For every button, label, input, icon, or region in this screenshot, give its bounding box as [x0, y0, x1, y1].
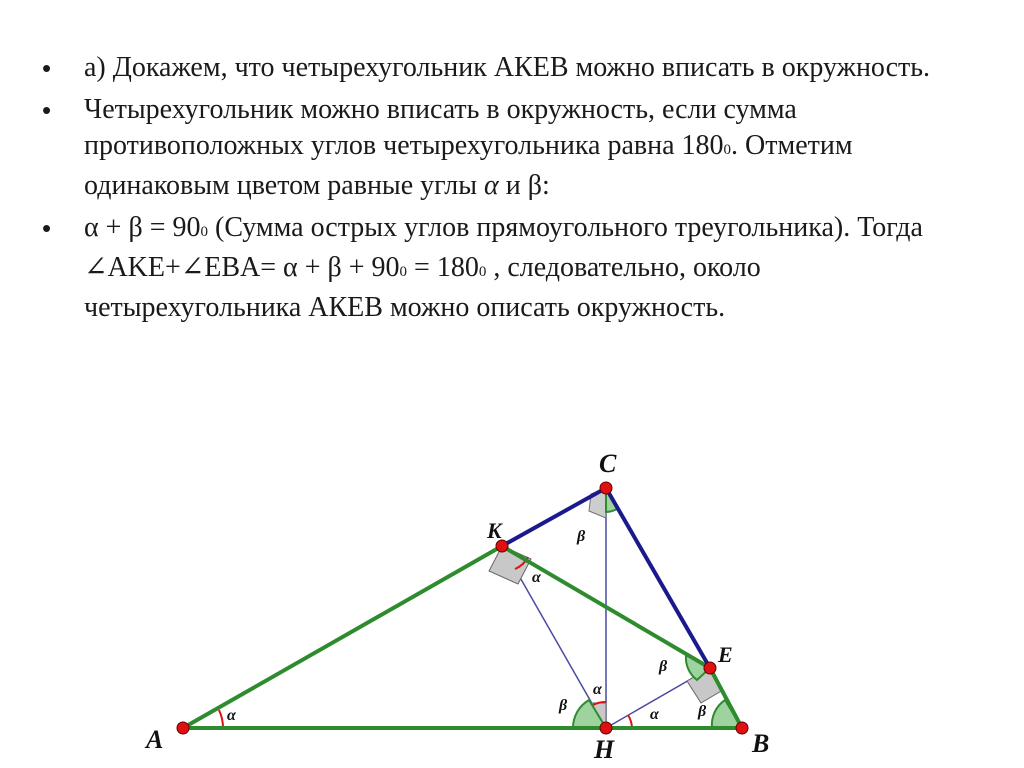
bullet-text: , следовательно, около четырехугольника АКЕВ можно описать окружность. [84, 252, 761, 323]
alpha-label-A: α [227, 707, 236, 724]
bullet-text: а) Докажем, что четырехугольник АКЕВ можно вписать в окружность. [84, 52, 931, 83]
alpha-label-H-right: α [650, 706, 659, 723]
geometry-figure [140, 440, 800, 762]
segment-KC [502, 488, 606, 546]
label-K: K [487, 518, 502, 543]
bullet-item-3 [38, 210, 968, 326]
label-B: B [752, 729, 770, 758]
segment-AK [183, 546, 502, 728]
point-B [736, 722, 748, 734]
bullet-text: = 180 [407, 252, 479, 283]
beta-label-H: β [559, 697, 568, 714]
point-E [704, 662, 716, 674]
point-C [600, 482, 612, 494]
bullet-marker: • [42, 53, 52, 83]
angle-alpha-A [219, 710, 223, 728]
label-A: A [146, 725, 164, 754]
bullet-item-2 [38, 92, 968, 204]
beta-label-E: β [659, 658, 668, 675]
bullet-marker: • [42, 95, 52, 125]
bullet-marker: • [42, 213, 52, 243]
degree-sup: 0 [478, 264, 487, 280]
point-H [600, 722, 612, 734]
bullet-text: α + β = 90 [84, 212, 201, 243]
beta-label-C: β [577, 528, 586, 545]
bullet-list [38, 50, 968, 332]
label-H: H [594, 735, 615, 762]
degree-sup: 0 [723, 142, 732, 158]
bullet-text: Четырехугольник можно вписать в окружность, если сумма противоположных углов четырехугольника равна 180 [84, 94, 797, 161]
degree-sup: 0 [399, 264, 408, 280]
label-C: C [599, 449, 617, 478]
alpha-label-H-top: α [593, 681, 602, 698]
degree-sup: 0 [200, 224, 208, 240]
point-A [177, 722, 189, 734]
bullet-text: и β: [498, 170, 550, 201]
bullet-item-1 [38, 50, 968, 86]
alpha-label-K: α [532, 569, 541, 586]
label-E: E [718, 642, 733, 667]
bullet-text: (Сумма острых углов прямоугольного треугольника). Тогда ∠AKE+∠EBA= α + β + 90 [84, 212, 923, 283]
segment-CE [606, 488, 710, 668]
alpha-symbol: α [484, 170, 499, 201]
bullet-text: . Отметим одинаковым цветом равные углы [84, 130, 853, 201]
beta-label-B: β [698, 703, 707, 720]
